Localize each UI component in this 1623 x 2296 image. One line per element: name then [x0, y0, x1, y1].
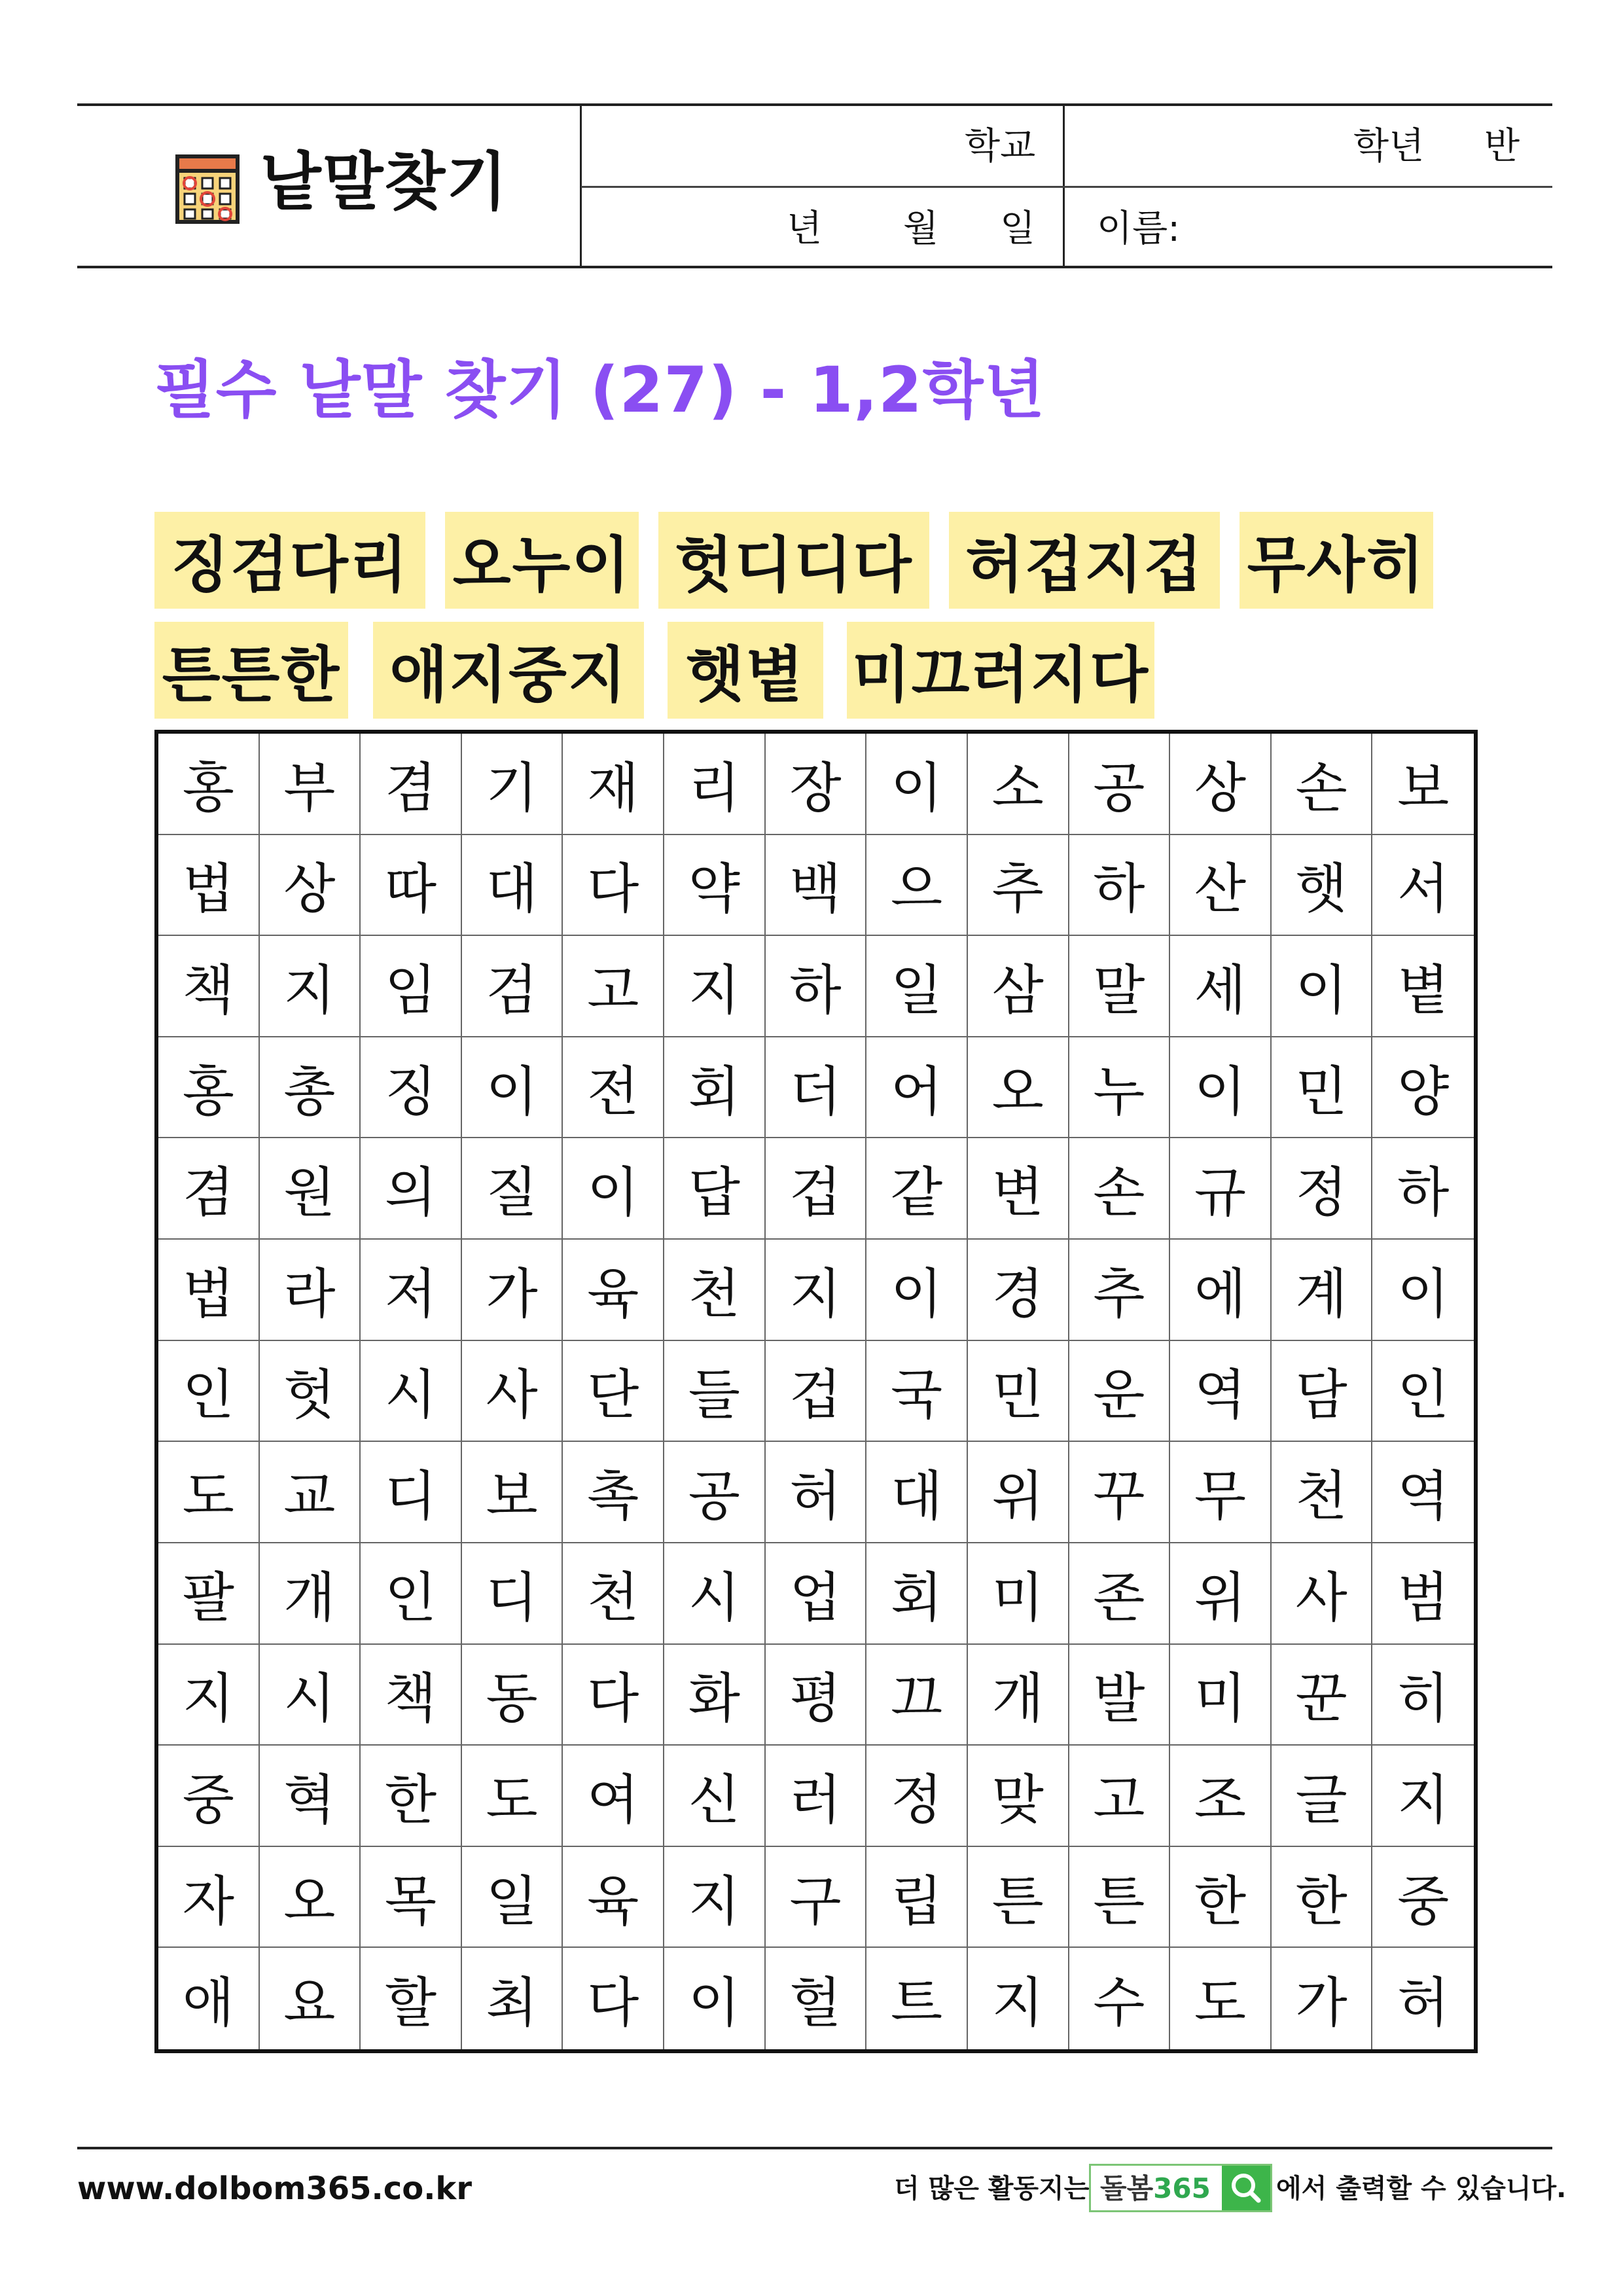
- grid-cell: 허: [1397, 1972, 1450, 2035]
- grid-cell: 의: [361, 1138, 462, 1240]
- grid-cell: 변: [968, 1138, 1069, 1240]
- grid-cell: 더: [766, 1037, 867, 1139]
- word-chip: 무사히: [1240, 512, 1433, 609]
- grid-cell: 민: [1272, 1037, 1373, 1139]
- footer-print-text: 에서 출력할 수 있습니다.: [1276, 2174, 1567, 2204]
- grid-cell: 트: [866, 1948, 968, 2049]
- grid-cell: 어: [866, 1037, 968, 1139]
- grid-cell: 저: [361, 1240, 462, 1341]
- grid-cell: 에: [1170, 1240, 1272, 1341]
- grid-cell: 보: [462, 1442, 563, 1543]
- grid-cell: 오: [260, 1847, 361, 1948]
- grid-cell: 히: [1372, 1645, 1474, 1746]
- grid-cell: 리: [664, 734, 766, 835]
- grid-cell: 가: [462, 1240, 563, 1341]
- word-chip: 미끄러지다: [847, 622, 1154, 719]
- grid-cell: 볕: [1372, 936, 1474, 1037]
- grid-cell: 전: [563, 1037, 664, 1139]
- grid-cell: 하: [1069, 835, 1171, 937]
- grid-cell: 육: [563, 1847, 664, 1948]
- grid-cell: 인: [158, 1341, 260, 1443]
- grid-cell: 동: [462, 1645, 563, 1746]
- grid-cell: 으: [866, 835, 968, 937]
- grid-cell: 상: [260, 835, 361, 937]
- grid-cell: 튼: [968, 1847, 1069, 1948]
- grid-cell: 이: [866, 1240, 968, 1341]
- grid-cell: 서: [1372, 835, 1474, 937]
- grid-cell: 한: [1272, 1847, 1373, 1948]
- grid-cell: 수: [1069, 1948, 1171, 2049]
- grid-cell: 최: [462, 1948, 563, 2049]
- grid-cell: 지: [968, 1948, 1069, 2049]
- grid-cell: 추: [968, 835, 1069, 937]
- grid-cell: 원: [260, 1138, 361, 1240]
- grid-cell: 지: [766, 1240, 867, 1341]
- grid-cell: 자: [158, 1847, 260, 1948]
- grid-cell: 누: [1069, 1037, 1171, 1139]
- word-chip: 허겁지겁: [949, 512, 1220, 609]
- grid-cell: 개: [968, 1645, 1069, 1746]
- grid-cell: 사: [462, 1341, 563, 1443]
- word-chip: 헛디디다: [658, 512, 929, 609]
- grid-cell: 디: [462, 1543, 563, 1645]
- grid-cell: 한: [361, 1746, 462, 1847]
- grid-cell: 추: [1069, 1240, 1171, 1341]
- grid-cell: 천: [563, 1543, 664, 1645]
- grid-cell: 천: [1272, 1442, 1373, 1543]
- grid-cell: 단: [563, 1341, 664, 1443]
- grid-cell: 고: [563, 936, 664, 1037]
- month-label: 월: [903, 207, 939, 250]
- grid-cell: 일: [866, 936, 968, 1037]
- grid-cell: 상: [1170, 734, 1272, 835]
- grid-cell: 검: [462, 936, 563, 1037]
- grid-cell: 이: [462, 1037, 563, 1139]
- letter-grid: [154, 730, 1478, 2053]
- year-label: 년: [787, 207, 823, 250]
- grid-cell: 같: [866, 1138, 968, 1240]
- grid-cell: 장: [766, 734, 867, 835]
- grid-cell: 책: [361, 1645, 462, 1746]
- grid-cell: 헐: [766, 1948, 867, 2049]
- grid-cell: 역: [1170, 1341, 1272, 1443]
- word-chip: 햇볕: [668, 622, 823, 719]
- grid-cell: 보: [1372, 734, 1474, 835]
- dolbom-badge: [1089, 2164, 1272, 2212]
- grid-cell: 다: [563, 1948, 664, 2049]
- grid-cell: 고: [1069, 1746, 1171, 1847]
- grid-cell: 규: [1170, 1138, 1272, 1240]
- word-chip: 튼튼한: [154, 622, 348, 719]
- grid-cell: 소: [968, 734, 1069, 835]
- grid-cell: 미: [968, 1543, 1069, 1645]
- grid-cell: 발: [1069, 1645, 1171, 1746]
- grid-cell: 회: [866, 1543, 968, 1645]
- grid-cell: 정: [866, 1746, 968, 1847]
- grid-cell: 질: [462, 1138, 563, 1240]
- grid-cell: 맞: [968, 1746, 1069, 1847]
- grid-cell: 회: [664, 1037, 766, 1139]
- grid-cell: 담: [1272, 1341, 1373, 1443]
- word-chip: 오누이: [445, 512, 639, 609]
- grid-cell: 양: [1372, 1037, 1474, 1139]
- grid-cell: 도: [158, 1442, 260, 1543]
- grid-cell: 지: [664, 1847, 766, 1948]
- grid-cell: 국: [866, 1341, 968, 1443]
- grid-cell: 손: [1069, 1138, 1171, 1240]
- grid-cell: 이: [1372, 1240, 1474, 1341]
- grid-cell: 햇: [1272, 835, 1373, 937]
- grid-cell: 인: [1372, 1341, 1474, 1443]
- grid-cell: 중: [158, 1746, 260, 1847]
- grid-cell: 범: [1372, 1543, 1474, 1645]
- grid-cell: 오: [968, 1037, 1069, 1139]
- grid-cell: 하: [766, 936, 867, 1037]
- grid-cell: 육: [563, 1240, 664, 1341]
- grid-cell: 끄: [866, 1645, 968, 1746]
- grid-cell: 이: [1170, 1037, 1272, 1139]
- grid-cell: 평: [766, 1645, 867, 1746]
- grid-cell: 홍: [158, 1037, 260, 1139]
- grid-cell: 조: [1170, 1746, 1272, 1847]
- grid-cell: 한: [1170, 1847, 1272, 1948]
- badge-label: [1100, 2172, 1211, 2204]
- grid-cell: 약: [664, 835, 766, 937]
- grid-cell: 재: [563, 734, 664, 835]
- grid-cell: 따: [361, 835, 462, 937]
- grid-cell: 교: [260, 1442, 361, 1543]
- badge-number: 365: [1153, 2172, 1211, 2204]
- grid-cell: 임: [361, 936, 462, 1037]
- grid-cell: 이: [866, 734, 968, 835]
- grid-cell: 지: [260, 936, 361, 1037]
- grid-cell: 이: [1272, 936, 1373, 1037]
- grid-cell: 대: [462, 835, 563, 937]
- grid-cell: 인: [361, 1543, 462, 1645]
- grid-cell: 겁: [766, 1138, 867, 1240]
- grid-cell: 이: [664, 1948, 766, 2049]
- grid-cell: 라: [260, 1240, 361, 1341]
- grid-cell: 애: [158, 1948, 260, 2049]
- grid-cell: 이: [563, 1138, 664, 1240]
- header-bottom-rule: [77, 266, 1552, 268]
- grid-cell: 기: [462, 734, 563, 835]
- grid-cell: 개: [260, 1543, 361, 1645]
- grid-cell: 지: [158, 1645, 260, 1746]
- grid-cell: 목: [361, 1847, 462, 1948]
- grid-cell: 시: [664, 1543, 766, 1645]
- grid-cell: 역: [1372, 1442, 1474, 1543]
- grid-cell: 들: [664, 1341, 766, 1443]
- grid-cell: 세: [1170, 936, 1272, 1037]
- brand-title: 낱말찾기: [260, 145, 508, 219]
- grid-cell: 겁: [766, 1341, 867, 1443]
- class-label: 반: [1484, 125, 1520, 168]
- grid-cell: 사: [1272, 1543, 1373, 1645]
- word-chip: 애지중지: [373, 622, 644, 719]
- grid-cell: 백: [766, 835, 867, 937]
- grid-cell: 업: [766, 1543, 867, 1645]
- school-label: 학교: [965, 125, 1036, 168]
- site-url: www.dolbom365.co.kr: [77, 2170, 473, 2207]
- grid-cell: 팔: [158, 1543, 260, 1645]
- grid-cell: 헛: [260, 1341, 361, 1443]
- grid-cell: 산: [1170, 835, 1272, 937]
- grid-cell: 미: [1170, 1645, 1272, 1746]
- page-title: 필수 낱말 찾기 (27) - 1,2학년: [154, 353, 1046, 427]
- grid-cell: 지: [1372, 1746, 1474, 1847]
- grid-cell: 디: [361, 1442, 462, 1543]
- grid-cell: 혁: [260, 1746, 361, 1847]
- grid-cell: 화: [664, 1645, 766, 1746]
- grid-cell: 촉: [563, 1442, 664, 1543]
- grid-cell: 시: [260, 1645, 361, 1746]
- grid-cell: 공: [664, 1442, 766, 1543]
- grid-cell: 정: [1272, 1138, 1373, 1240]
- footer-rule: [77, 2147, 1552, 2149]
- grid-cell: 하: [1372, 1138, 1474, 1240]
- grid-cell: 구: [766, 1847, 867, 1948]
- grid-cell: 무: [1170, 1442, 1272, 1543]
- grid-cell: 위: [1170, 1543, 1272, 1645]
- grid-cell: 러: [766, 1746, 867, 1847]
- grid-cell: 삼: [968, 936, 1069, 1037]
- search-icon: [1222, 2166, 1270, 2210]
- grid-cell: 총: [260, 1037, 361, 1139]
- grid-cell: 법: [158, 835, 260, 937]
- name-label: 이름:: [1097, 207, 1181, 250]
- grade-label: 학년: [1353, 125, 1425, 168]
- grid-cell: 할: [361, 1948, 462, 2049]
- grid-cell: 답: [664, 1138, 766, 1240]
- grid-cell: 존: [1069, 1543, 1171, 1645]
- grid-cell: 부: [260, 734, 361, 835]
- calendar-grid-icon: [175, 154, 240, 224]
- badge-text: 돌봄: [1100, 2172, 1154, 2204]
- grid-cell: 글: [1272, 1746, 1373, 1847]
- word-chip: 징검다리: [154, 512, 425, 609]
- grid-cell: 다: [563, 835, 664, 937]
- grid-cell: 공: [1069, 734, 1171, 835]
- grid-cell: 위: [968, 1442, 1069, 1543]
- grid-cell: 꾸: [1069, 1442, 1171, 1543]
- grid-cell: 계: [1272, 1240, 1373, 1341]
- grid-cell: 가: [1272, 1948, 1373, 2049]
- grid-cell: 천: [664, 1240, 766, 1341]
- grid-cell: 징: [361, 1037, 462, 1139]
- grid-cell: 책: [158, 936, 260, 1037]
- grid-cell: 튼: [1069, 1847, 1171, 1948]
- grid-cell: 일: [462, 1847, 563, 1948]
- grid-cell: 허: [766, 1442, 867, 1543]
- grid-cell: 홍: [158, 734, 260, 835]
- grid-cell: 요: [260, 1948, 361, 2049]
- grid-cell: 민: [968, 1341, 1069, 1443]
- grid-cell: 겸: [158, 1138, 260, 1240]
- grid-cell: 여: [563, 1746, 664, 1847]
- grid-cell: 중: [1372, 1847, 1474, 1948]
- grid-cell: 손: [1272, 734, 1373, 835]
- grid-cell: 시: [361, 1341, 462, 1443]
- grid-cell: 대: [866, 1442, 968, 1543]
- grid-cell: 말: [1069, 936, 1171, 1037]
- day-label: 일: [1000, 207, 1036, 250]
- grid-cell: 꾼: [1272, 1645, 1373, 1746]
- grid-cell: 지: [664, 936, 766, 1037]
- grid-cell: 신: [664, 1746, 766, 1847]
- grid-cell: 도: [1170, 1948, 1272, 2049]
- footer-more-text: 더 많은 활동지는: [894, 2174, 1090, 2204]
- grid-cell: 법: [158, 1240, 260, 1341]
- grid-cell: 운: [1069, 1341, 1171, 1443]
- grid-cell: 겸: [361, 734, 462, 835]
- header-mid-rule: [581, 186, 1552, 188]
- grid-cell: 경: [968, 1240, 1069, 1341]
- grid-cell: 다: [563, 1645, 664, 1746]
- header-top-rule: [77, 103, 1552, 106]
- grid-cell: 립: [866, 1847, 968, 1948]
- grid-cell: 도: [462, 1746, 563, 1847]
